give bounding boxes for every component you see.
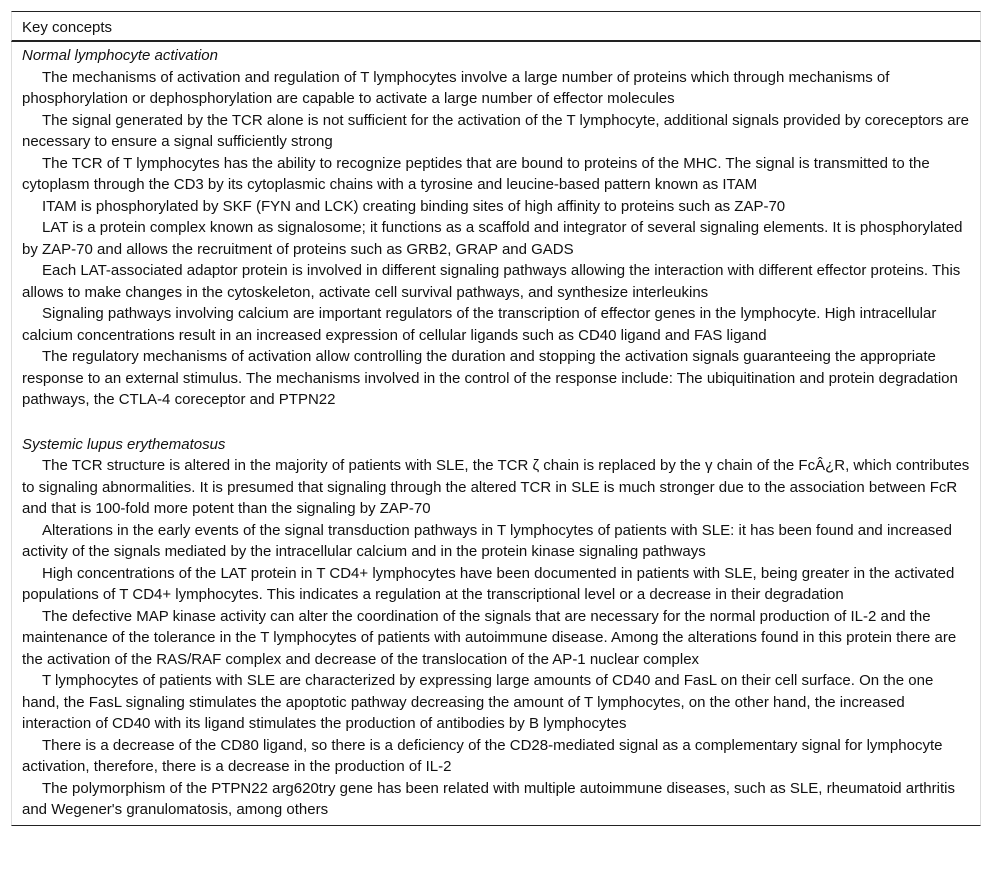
table-body	[11, 42, 981, 826]
paragraph: Signaling pathways involving calcium are important regulators of the transcription of effector genes in the lymphocyte. High intracellular calcium concentrations result in an increased expression of cellular ligands such as CD40 ligand and FAS ligand	[22, 305, 937, 344]
paragraph: The polymorphism of the PTPN22 arg620try gene has been related with multiple autoimmune diseases, such as SLE, rheumatoid arthritis and Wegener's granulomatosis, among others	[22, 779, 955, 818]
section-normal-activation	[22, 45, 970, 411]
paragraph: There is a decrease of the CD80 ligand, so there is a deficiency of the CD28-mediated signal as a complementary signal for lymphocyte activation, therefore, there is a decrease in the production of IL-2	[22, 736, 943, 775]
paragraph: The regulatory mechanisms of activation allow controlling the duration and stopping the activation signals guaranteeing the appropriate response to an external stimulus. The mechanisms involved in the control of the response include: The ubiquitination and protein degradation pathways, the CTLA-4 coreceptor and PTPN22	[22, 348, 958, 408]
key-concepts-table	[11, 11, 981, 826]
section-sle	[22, 434, 970, 821]
table-header	[11, 11, 981, 42]
section-title: Normal lymphocyte activation	[22, 47, 218, 64]
paragraph: Alterations in the early events of the signal transduction pathways in T lymphocytes of patients with SLE: it has been found and increased activity of the signals mediated by the intracellular calcium and in the protein kinase signaling pathways	[22, 521, 952, 560]
paragraph: The TCR of T lymphocytes has the ability to recognize peptides that are bound to proteins of the MHC. The signal is transmitted to the cytoplasm through the CD3 by its cytoplasmic chains with a tyrosine and leucine-based pattern known as ITAM	[22, 154, 930, 193]
paragraph: LAT is a protein complex known as signalosome; it functions as a scaffold and integrator of several signaling elements. It is phosphorylated by ZAP-70 and allows the recruitment of proteins such as GRB2, GRAP and GADS	[22, 219, 963, 258]
paragraph: The TCR structure is altered in the majority of patients with SLE, the TCR ζ chain is replaced by the γ chain of the FcÂ¿R, which contributes to signaling abnormalities. It is presumed that signaling through the altered TCR in SLE is much stronger due to the association between FcR and that is 100-fold more potent than the signaling by ZAP-70	[22, 457, 970, 517]
paragraph: The defective MAP kinase activity can alter the coordination of the signals that are necessary for the normal production of IL-2 and the maintenance of the tolerance in the T lymphocytes of patients with autoimmune disease. Among the alterations found in this protein there are the activation of the RAS/RAF complex and decrease of the translocation of the AP-1 nuclear complex	[22, 607, 957, 668]
paragraph: High concentrations of the LAT protein in T CD4+ lymphocytes have been documented in patients with SLE, being greater in the activated populations of T CD4+ lymphocytes. This indicates a regulation at the transcriptional level or a decrease in their degradation	[22, 564, 955, 603]
paragraph: ITAM is phosphorylated by SKF (FYN and LCK) creating binding sites of high affinity to proteins such as ZAP-70	[42, 197, 786, 215]
header-label: Key concepts	[22, 19, 113, 36]
paragraph: The mechanisms of activation and regulation of T lymphocytes involve a large number of proteins which through mechanisms of phosphorylation or dephosphorylation are capable to activate a large number of effector molecules	[22, 68, 890, 107]
section-title: Systemic lupus erythematosus	[22, 435, 226, 453]
section-spacer	[22, 411, 970, 434]
paragraph: The signal generated by the TCR alone is not sufficient for the activation of the T lymphocyte, additional signals provided by coreceptors are necessary to ensure a signal sufficiently strong	[22, 111, 969, 150]
paragraph: T lymphocytes of patients with SLE are characterized by expressing large amounts of CD40 and FasL on their cell surface. On the one hand, the FasL signaling stimulates the apoptotic pathway decreasing the amount of T lymphocytes, on the other hand, the increased interaction of CD40 with its ligand stimulates the production of antibodies by B lymphocytes	[22, 672, 934, 732]
paragraph: Each LAT-associated adaptor protein is involved in different signaling pathways allowing the interaction with different effector proteins. This allows to make changes in the cytoskeleton, activate cell survival pathways, and synthesize interleukins	[22, 262, 961, 301]
